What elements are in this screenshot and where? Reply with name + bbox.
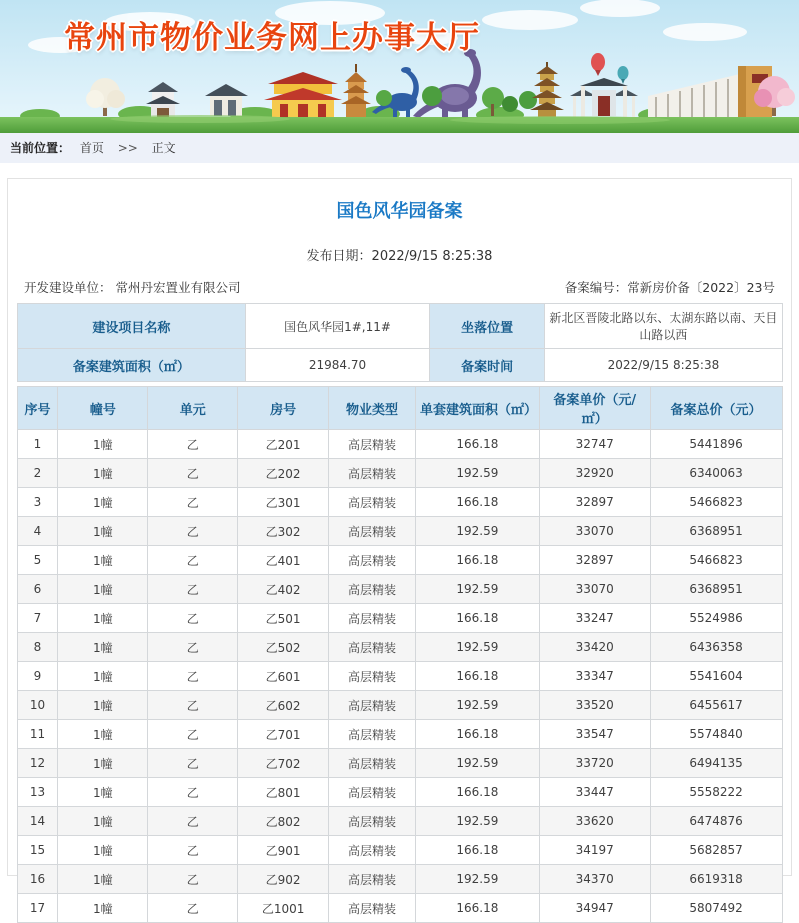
table-cell: 6340063 — [650, 459, 782, 488]
table-row — [17, 430, 782, 459]
table-cell: 5466823 — [650, 488, 782, 517]
table-cell: 乙901 — [238, 836, 329, 865]
table-cell: 乙 — [148, 604, 238, 633]
table-cell: 33247 — [539, 604, 650, 633]
table-cell: 高层精装 — [329, 894, 416, 923]
project-name-label-cell: 建设项目名称 — [17, 304, 246, 349]
table-cell: 1幢 — [58, 459, 148, 488]
table-cell: 1幢 — [58, 865, 148, 894]
table-cell: 34197 — [539, 836, 650, 865]
table-cell: 5682857 — [650, 836, 782, 865]
table-cell: 2 — [17, 459, 58, 488]
table-cell: 6436358 — [650, 633, 782, 662]
table-cell: 6368951 — [650, 517, 782, 546]
location-value-cell: 新北区晋陵北路以东、太湖东路以南、天目山路以西 — [545, 304, 782, 349]
table-cell: 33447 — [539, 778, 650, 807]
table-cell: 高层精装 — [329, 691, 416, 720]
publish-date-value: 2022/9/15 8:25:38 — [371, 249, 493, 264]
record-no-label: 备案编号： — [564, 280, 628, 295]
table-cell: 166.18 — [415, 894, 539, 923]
table-cell: 高层精装 — [329, 488, 416, 517]
table-cell: 乙802 — [238, 807, 329, 836]
table-cell: 6619318 — [650, 865, 782, 894]
table-cell: 5466823 — [650, 546, 782, 575]
table-cell: 32920 — [539, 459, 650, 488]
header-building: 幢号 — [58, 387, 148, 430]
table-cell: 192.59 — [415, 517, 539, 546]
table-cell: 33347 — [539, 662, 650, 691]
table-cell: 6474876 — [650, 807, 782, 836]
table-cell: 1幢 — [58, 488, 148, 517]
site-title: 常州市物价业务网上办事大厅 — [64, 20, 480, 56]
table-cell: 33547 — [539, 720, 650, 749]
table-cell: 6494135 — [650, 749, 782, 778]
table-row — [17, 517, 782, 546]
table-cell: 4 — [17, 517, 58, 546]
developer-line — [24, 278, 241, 296]
publish-date-label: 发布日期： — [306, 249, 372, 264]
table-cell: 1幢 — [58, 517, 148, 546]
record-time-value-cell: 2022/9/15 8:25:38 — [545, 349, 782, 382]
table-cell: 乙 — [148, 459, 238, 488]
table-cell: 高层精装 — [329, 633, 416, 662]
table-cell: 乙702 — [238, 749, 329, 778]
table-cell: 10 — [17, 691, 58, 720]
table-cell: 166.18 — [415, 662, 539, 691]
table-cell: 33720 — [539, 749, 650, 778]
table-row — [17, 459, 782, 488]
table-cell: 乙402 — [238, 575, 329, 604]
header-room: 房号 — [238, 387, 329, 430]
table-cell: 乙602 — [238, 691, 329, 720]
table-cell: 乙 — [148, 488, 238, 517]
table-cell: 5558222 — [650, 778, 782, 807]
table-row — [17, 662, 782, 691]
table-cell: 乙502 — [238, 633, 329, 662]
table-cell: 6 — [17, 575, 58, 604]
table-row — [17, 778, 782, 807]
breadcrumb-label: 当前位置： — [10, 141, 71, 155]
table-row — [17, 633, 782, 662]
table-cell: 高层精装 — [329, 459, 416, 488]
table-cell: 33070 — [539, 517, 650, 546]
table-cell: 9 — [17, 662, 58, 691]
table-cell: 乙201 — [238, 430, 329, 459]
location-label-cell: 坐落位置 — [429, 304, 545, 349]
developer-label: 开发建设单位： — [24, 280, 112, 295]
project-name-value-cell: 国色风华园1#,11# — [246, 304, 430, 349]
table-cell: 高层精装 — [329, 836, 416, 865]
table-cell: 13 — [17, 778, 58, 807]
price-listing-table — [17, 386, 783, 923]
table-cell: 1幢 — [58, 894, 148, 923]
table-cell: 32897 — [539, 546, 650, 575]
table-cell: 高层精装 — [329, 778, 416, 807]
record-no-line — [565, 278, 775, 296]
table-cell: 乙302 — [238, 517, 329, 546]
table-cell: 乙902 — [238, 865, 329, 894]
table-cell: 192.59 — [415, 633, 539, 662]
table-cell: 33420 — [539, 633, 650, 662]
developer-value: 常州丹宏置业有限公司 — [115, 280, 241, 295]
breadcrumb-home-link[interactable]: 首页 — [79, 141, 104, 155]
breadcrumb-separator: >> — [117, 141, 138, 155]
table-cell: 乙 — [148, 865, 238, 894]
table-cell: 166.18 — [415, 430, 539, 459]
table-cell: 5807492 — [650, 894, 782, 923]
table-cell: 1幢 — [58, 691, 148, 720]
table-cell: 乙401 — [238, 546, 329, 575]
table-cell: 乙801 — [238, 778, 329, 807]
table-cell: 166.18 — [415, 720, 539, 749]
table-cell: 1幢 — [58, 575, 148, 604]
table-cell: 33520 — [539, 691, 650, 720]
table-cell: 32747 — [539, 430, 650, 459]
table-cell: 33070 — [539, 575, 650, 604]
table-cell: 乙 — [148, 836, 238, 865]
area-value-cell: 21984.70 — [246, 349, 430, 382]
table-cell: 高层精装 — [329, 517, 416, 546]
table-cell: 高层精装 — [329, 430, 416, 459]
table-row — [17, 349, 782, 382]
table-cell: 192.59 — [415, 749, 539, 778]
table-cell: 1幢 — [58, 430, 148, 459]
table-cell: 5441896 — [650, 430, 782, 459]
breadcrumb-current-link[interactable]: 正文 — [151, 141, 176, 155]
table-cell: 乙202 — [238, 459, 329, 488]
table-cell: 3 — [17, 488, 58, 517]
table-cell: 乙 — [148, 575, 238, 604]
table-cell: 1幢 — [58, 633, 148, 662]
table-cell: 166.18 — [415, 546, 539, 575]
table-cell: 5524986 — [650, 604, 782, 633]
table-cell: 乙701 — [238, 720, 329, 749]
table-cell: 16 — [17, 865, 58, 894]
table-row — [17, 575, 782, 604]
breadcrumb — [0, 133, 799, 163]
table-cell: 192.59 — [415, 575, 539, 604]
table-cell: 高层精装 — [329, 662, 416, 691]
table-cell: 高层精装 — [329, 865, 416, 894]
table-cell: 8 — [17, 633, 58, 662]
table-cell: 11 — [17, 720, 58, 749]
table-cell: 乙301 — [238, 488, 329, 517]
table-row — [17, 836, 782, 865]
table-cell: 192.59 — [415, 459, 539, 488]
table-cell: 1 — [17, 430, 58, 459]
table-cell: 乙601 — [238, 662, 329, 691]
table-row — [17, 894, 782, 923]
table-cell: 166.18 — [415, 836, 539, 865]
table-cell: 乙 — [148, 720, 238, 749]
content-panel — [7, 178, 792, 916]
table-cell: 5541604 — [650, 662, 782, 691]
table-cell: 乙 — [148, 778, 238, 807]
table-cell: 1幢 — [58, 749, 148, 778]
table-cell: 乙501 — [238, 604, 329, 633]
table-row — [17, 488, 782, 517]
table-cell: 166.18 — [415, 778, 539, 807]
table-cell: 1幢 — [58, 836, 148, 865]
table-cell: 34370 — [539, 865, 650, 894]
table-cell: 34947 — [539, 894, 650, 923]
table-cell: 192.59 — [415, 691, 539, 720]
table-cell: 7 — [17, 604, 58, 633]
record-no-value: 常新房价备〔2022〕23号 — [627, 280, 775, 295]
table-cell: 166.18 — [415, 604, 539, 633]
table-cell: 6455617 — [650, 691, 782, 720]
table-row — [17, 604, 782, 633]
table-cell: 乙 — [148, 662, 238, 691]
table-cell: 6368951 — [650, 575, 782, 604]
table-cell: 乙 — [148, 749, 238, 778]
table-cell: 5574840 — [650, 720, 782, 749]
project-info-table — [17, 303, 783, 382]
table-cell: 乙 — [148, 691, 238, 720]
table-cell: 1幢 — [58, 778, 148, 807]
header-seq: 序号 — [17, 387, 58, 430]
table-cell: 高层精装 — [329, 807, 416, 836]
table-cell: 14 — [17, 807, 58, 836]
table-cell: 乙 — [148, 807, 238, 836]
header-property-type: 物业类型 — [329, 387, 416, 430]
site-banner — [0, 0, 799, 133]
table-row — [17, 749, 782, 778]
table-cell: 1幢 — [58, 807, 148, 836]
table-cell: 166.18 — [415, 488, 539, 517]
table-cell: 高层精装 — [329, 575, 416, 604]
table-cell: 乙 — [148, 546, 238, 575]
table-row — [17, 720, 782, 749]
table-cell: 乙 — [148, 517, 238, 546]
table-cell: 32897 — [539, 488, 650, 517]
publish-date-line — [8, 245, 791, 264]
table-row — [17, 865, 782, 894]
table-cell: 乙1001 — [238, 894, 329, 923]
page-title: 国色风华园备案 — [336, 201, 463, 222]
table-header-row — [17, 387, 782, 430]
area-label-cell: 备案建筑面积（㎡） — [17, 349, 246, 382]
table-cell: 5 — [17, 546, 58, 575]
table-row — [17, 807, 782, 836]
table-cell: 17 — [17, 894, 58, 923]
table-cell: 乙 — [148, 894, 238, 923]
table-cell: 高层精装 — [329, 749, 416, 778]
table-cell: 33620 — [539, 807, 650, 836]
table-cell: 高层精装 — [329, 720, 416, 749]
meta-row — [8, 278, 791, 296]
table-row — [17, 546, 782, 575]
table-cell: 1幢 — [58, 662, 148, 691]
table-cell: 12 — [17, 749, 58, 778]
table-row — [17, 691, 782, 720]
header-area: 单套建筑面积（㎡） — [415, 387, 539, 430]
table-cell: 192.59 — [415, 807, 539, 836]
table-cell: 1幢 — [58, 546, 148, 575]
table-cell: 高层精装 — [329, 604, 416, 633]
table-cell: 乙 — [148, 633, 238, 662]
header-total-price: 备案总价（元） — [650, 387, 782, 430]
table-cell: 1幢 — [58, 604, 148, 633]
header-unit: 单元 — [148, 387, 238, 430]
table-cell: 高层精装 — [329, 546, 416, 575]
table-cell: 乙 — [148, 430, 238, 459]
table-cell: 192.59 — [415, 865, 539, 894]
table-cell: 15 — [17, 836, 58, 865]
table-row — [17, 304, 782, 349]
price-table-body — [17, 430, 782, 923]
header-unit-price: 备案单价（元/㎡） — [539, 387, 650, 430]
record-time-label-cell: 备案时间 — [429, 349, 545, 382]
table-cell: 1幢 — [58, 720, 148, 749]
